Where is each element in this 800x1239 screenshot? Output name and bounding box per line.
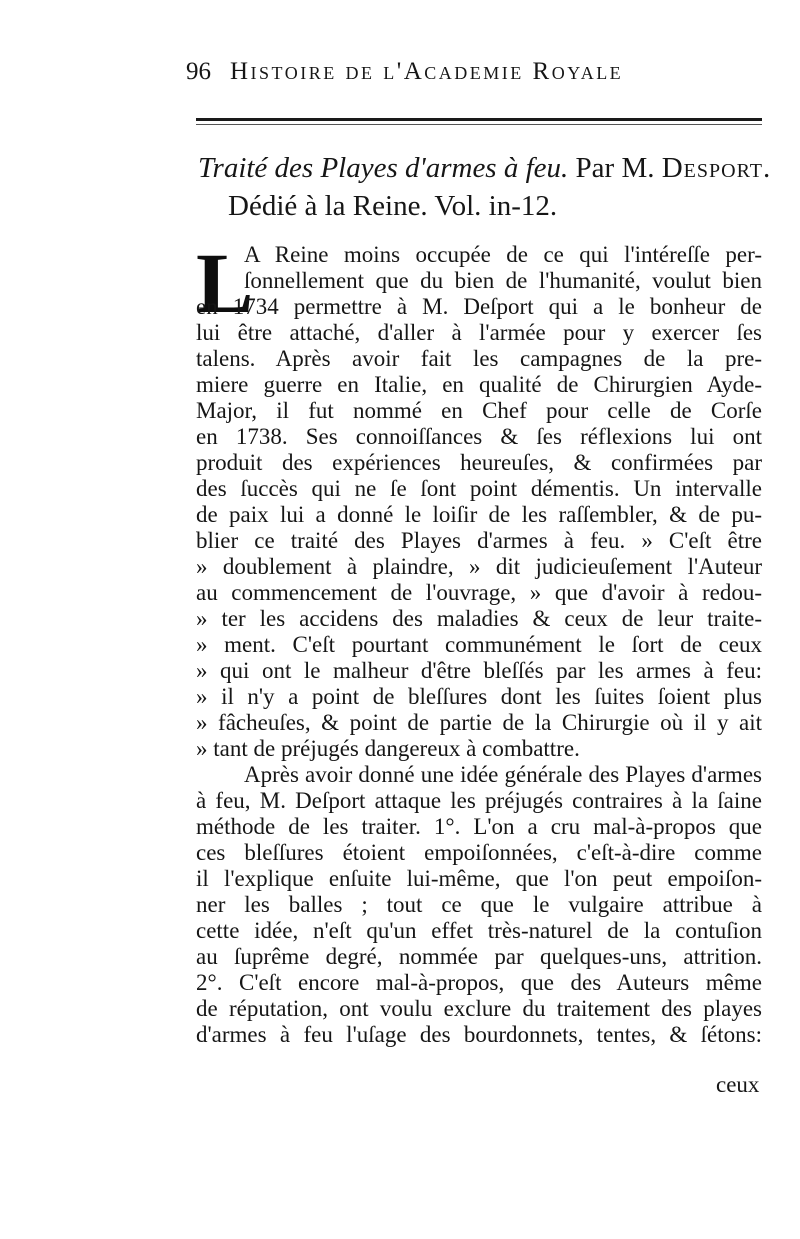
running-title: Histoire de l'Academie Royale — [230, 58, 624, 85]
text-line: au commencement de l'ouvrage, » que d'avoir à redou- — [196, 580, 762, 605]
text-line: à feu, M. Deſport attaque les préjugés contraires à la ſaine — [196, 788, 762, 813]
text-line: Après avoir donné une idée générale des Playes d'armes — [244, 762, 762, 787]
text-line: d'armes à feu l'uſage des bourdonnets, tentes, & ſétons: — [196, 1022, 762, 1047]
article-title — [198, 152, 771, 185]
header-rule — [196, 118, 762, 121]
text-line: produit des expériences heureuſes, & confirmées par — [196, 450, 762, 475]
text-line: de paix lui a donné le loiſir de les raſſembler, & de pu- — [196, 502, 762, 527]
text-line: ſonnellement que du bien de l'humanité, voulut bien — [244, 268, 762, 293]
title-italic: Traité des Playes d'armes à feu. — [198, 152, 569, 184]
text-line: Major, il fut nommé en Chef pour celle de Corſe — [196, 398, 762, 423]
text-line: ces bleſſures étoient empoiſonnées, c'eſt-à-dire comme — [196, 840, 762, 865]
text-line: A Reine moins occupée de ce qui l'intéreſſe per- — [244, 242, 762, 267]
text-line: des ſuccès qui ne ſe ſont point démentis. Un intervalle — [196, 476, 762, 501]
title-author: Desport. — [661, 152, 772, 184]
text-line: ner les balles ; tout ce que le vulgaire attribue à — [196, 892, 762, 917]
text-line: cette idée, n'eſt qu'un effet très-naturel de la contuſion — [196, 918, 762, 943]
text-line: talens. Après avoir fait les campagnes de la pre- — [196, 346, 762, 371]
text-line: » tant de préjugés dangereux à combattre. — [196, 736, 580, 761]
text-line: » il n'y a point de bleſſures dont les ſuites ſoient plus — [196, 684, 762, 709]
drop-cap: L — [196, 235, 254, 331]
text-line: il l'explique enſuite lui-même, que l'on peut empoiſon- — [196, 866, 762, 891]
text-line: » ment. C'eſt pourtant communément le ſort de ceux — [196, 632, 762, 657]
text-line: 2°. C'eſt encore mal-à-propos, que des Auteurs même — [196, 970, 762, 995]
text-line: » ter les accidens des maladies & ceux de leur traite- — [196, 606, 762, 631]
text-line: lui être attaché, d'aller à l'armée pour y exercer ſes — [196, 320, 762, 345]
text-line: miere guerre en Italie, en qualité de Chirurgien Ayde- — [196, 372, 762, 397]
text-line: en 1734 permettre à M. Deſport qui a le bonheur de — [196, 294, 762, 319]
text-line: » doublement à plaindre, » dit judicieuſement l'Auteur — [196, 554, 762, 579]
article-subtitle: Dédié à la Reine. Vol. in-12. — [228, 190, 558, 222]
title-by: Par M. — [575, 152, 655, 184]
text-line: blier ce traité des Playes d'armes à feu. » C'eſt être — [196, 528, 762, 553]
text-line: » fâcheuſes, & point de partie de la Chirurgie où il y ait — [196, 710, 762, 735]
page-number: 96 — [186, 58, 211, 85]
text-line: au ſuprême degré, nommée par quelques-uns, attrition. — [196, 944, 762, 969]
text-line: en 1738. Ses connoiſſances & ſes réflexions lui ont — [196, 424, 762, 449]
text-line: de réputation, ont voulu exclure du traitement des playes — [196, 996, 762, 1021]
header-rule-thin — [196, 124, 762, 125]
text-line: » qui ont le malheur d'être bleſſés par les armes à feu: — [196, 658, 762, 683]
text-line: méthode de les traiter. 1°. L'on a cru mal-à-propos que — [196, 814, 762, 839]
catchword: ceux — [716, 1072, 760, 1097]
